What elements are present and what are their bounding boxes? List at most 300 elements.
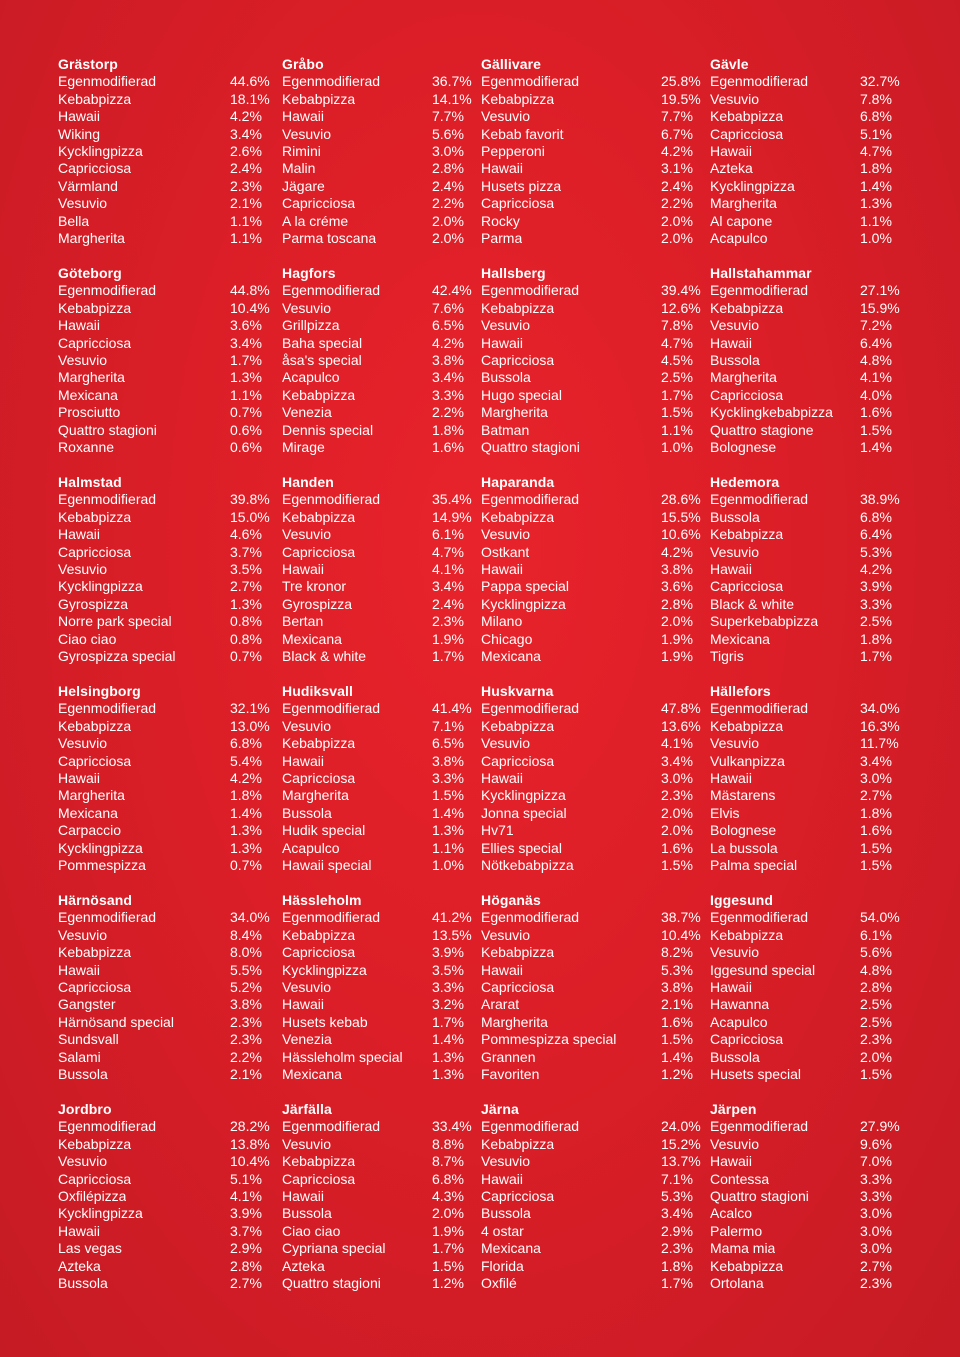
pizza-name: Palermo xyxy=(710,1222,763,1239)
pizza-share: 1.9% xyxy=(661,648,693,665)
pizza-row xyxy=(710,909,940,926)
pizza-name: Baha special xyxy=(282,334,363,351)
pizza-name: Kebabpizza xyxy=(710,926,784,943)
pizza-name: Mexicana xyxy=(58,386,118,403)
city-block xyxy=(481,683,711,874)
pizza-row xyxy=(282,526,512,543)
pizza-share: 2.3% xyxy=(860,1031,892,1048)
pizza-row xyxy=(282,787,512,804)
pizza-row xyxy=(282,648,512,665)
pizza-row xyxy=(58,1014,288,1031)
pizza-name: Venezia xyxy=(282,1031,332,1048)
pizza-row xyxy=(710,1136,940,1153)
pizza-share: 41.2% xyxy=(432,909,472,926)
pizza-share: 0.8% xyxy=(230,613,262,630)
city-title: Höganäs xyxy=(481,892,541,908)
pizza-name: Vesuvio xyxy=(58,1153,108,1170)
pizza-row xyxy=(481,840,711,857)
pizza-share: 1.1% xyxy=(432,839,464,856)
city-title: Jordbro xyxy=(58,1101,112,1117)
pizza-row xyxy=(481,404,711,421)
pizza-share: 4.0% xyxy=(860,386,892,403)
pizza-row xyxy=(481,927,711,944)
pizza-name: Bolognese xyxy=(710,439,777,456)
city-title: Grästorp xyxy=(58,56,118,72)
pizza-share: 1.5% xyxy=(860,857,892,874)
pizza-row xyxy=(58,927,288,944)
pizza-share: 44.8% xyxy=(230,282,270,299)
pizza-row xyxy=(481,195,711,212)
pizza-name: Hawaii xyxy=(710,979,753,996)
pizza-name: Vesuvio xyxy=(481,1153,531,1170)
pizza-share: 13.0% xyxy=(230,717,270,734)
pizza-row xyxy=(58,1031,288,1048)
pizza-row xyxy=(58,1275,288,1292)
pizza-name: Capricciosa xyxy=(481,1188,555,1205)
pizza-row xyxy=(710,770,940,787)
pizza-row xyxy=(58,317,288,334)
pizza-row xyxy=(282,909,512,926)
pizza-name: Kebabpizza xyxy=(282,90,356,107)
pizza-share: 1.0% xyxy=(661,439,693,456)
pizza-row xyxy=(58,335,288,352)
city-block xyxy=(282,474,512,665)
pizza-share: 3.4% xyxy=(661,1205,693,1222)
pizza-share: 1.8% xyxy=(230,787,262,804)
pizza-share: 6.8% xyxy=(860,108,892,125)
pizza-name: Margherita xyxy=(481,1013,548,1030)
pizza-row xyxy=(282,613,512,630)
pizza-name: Palma special xyxy=(710,857,798,874)
pizza-row xyxy=(710,1153,940,1170)
pizza-row xyxy=(282,317,512,334)
pizza-share: 1.7% xyxy=(860,648,892,665)
pizza-row xyxy=(481,1049,711,1066)
pizza-row xyxy=(58,787,288,804)
pizza-name: Hawaii xyxy=(282,1188,325,1205)
pizza-share: 1.6% xyxy=(661,839,693,856)
pizza-name: Hawaii xyxy=(481,334,524,351)
pizza-row xyxy=(58,596,288,613)
pizza-row xyxy=(481,300,711,317)
city-block xyxy=(481,892,711,1083)
pizza-share: 2.2% xyxy=(230,1048,262,1065)
pizza-share: 3.8% xyxy=(230,996,262,1013)
pizza-share: 2.3% xyxy=(230,1013,262,1030)
pizza-name: Vesuvio xyxy=(710,1135,760,1152)
pizza-name: Acapulco xyxy=(710,230,768,247)
pizza-name: Capricciosa xyxy=(58,979,132,996)
pizza-name: Vesuvio xyxy=(282,1135,332,1152)
pizza-row xyxy=(58,387,288,404)
pizza-name: Capricciosa xyxy=(710,125,784,142)
pizza-name: Tigris xyxy=(710,648,744,665)
pizza-name: åsa's special xyxy=(282,352,362,369)
pizza-share: 6.4% xyxy=(860,526,892,543)
pizza-share: 2.0% xyxy=(661,822,693,839)
pizza-share: 2.8% xyxy=(661,595,693,612)
pizza-share: 1.9% xyxy=(432,630,464,647)
pizza-name: Hawaii xyxy=(710,143,753,160)
pizza-row xyxy=(282,1171,512,1188)
pizza-share: 3.0% xyxy=(432,143,464,160)
pizza-share: 1.3% xyxy=(230,595,262,612)
pizza-share: 3.8% xyxy=(661,979,693,996)
city-block xyxy=(710,474,940,665)
pizza-name: Bussola xyxy=(58,1275,108,1292)
pizza-name: Hawaii xyxy=(481,1170,524,1187)
pizza-row xyxy=(282,1153,512,1170)
pizza-share: 1.1% xyxy=(860,212,892,229)
pizza-row xyxy=(282,753,512,770)
pizza-share: 10.4% xyxy=(661,926,701,943)
pizza-name: Vesuvio xyxy=(481,108,531,125)
city-block xyxy=(58,474,288,665)
pizza-name: Wiking xyxy=(58,125,101,142)
pizza-share: 0.7% xyxy=(230,648,262,665)
pizza-row xyxy=(282,300,512,317)
pizza-name: Kycklingpizza xyxy=(710,177,795,194)
pizza-share: 6.8% xyxy=(860,508,892,525)
pizza-share: 3.4% xyxy=(432,578,464,595)
pizza-name: Hawaii xyxy=(481,770,524,787)
pizza-row xyxy=(710,1118,940,1135)
pizza-row xyxy=(710,596,940,613)
pizza-row xyxy=(282,1258,512,1275)
pizza-share: 32.7% xyxy=(860,73,900,90)
pizza-share: 3.6% xyxy=(230,317,262,334)
pizza-name: Egenmodifierad xyxy=(710,909,809,926)
pizza-row xyxy=(58,1136,288,1153)
pizza-row xyxy=(481,770,711,787)
pizza-share: 4.1% xyxy=(860,369,892,386)
pizza-name: Kycklingpizza xyxy=(282,961,367,978)
pizza-name: Las vegas xyxy=(58,1240,122,1257)
pizza-row xyxy=(58,962,288,979)
pizza-name: Härnösand special xyxy=(58,1013,174,1030)
pizza-share: 2.8% xyxy=(860,979,892,996)
pizza-name: Chicago xyxy=(481,630,533,647)
pizza-name: Hawaii xyxy=(58,1222,101,1239)
pizza-row xyxy=(58,648,288,665)
pizza-row xyxy=(282,718,512,735)
pizza-row xyxy=(710,282,940,299)
pizza-share: 3.7% xyxy=(230,1222,262,1239)
city-block xyxy=(58,1101,288,1292)
pizza-name: Mirage xyxy=(282,439,325,456)
pizza-name: 4 ostar xyxy=(481,1222,524,1239)
pizza-share: 2.0% xyxy=(661,230,693,247)
pizza-row xyxy=(282,1136,512,1153)
pizza-share: 7.2% xyxy=(860,317,892,334)
pizza-share: 7.7% xyxy=(661,108,693,125)
pizza-row xyxy=(58,840,288,857)
pizza-name: Florida xyxy=(481,1257,524,1274)
pizza-row xyxy=(710,753,940,770)
pizza-row xyxy=(481,1153,711,1170)
pizza-name: Vesuvio xyxy=(282,125,332,142)
pizza-share: 2.7% xyxy=(230,578,262,595)
pizza-share: 6.8% xyxy=(230,735,262,752)
pizza-name: Bussola xyxy=(710,508,760,525)
pizza-share: 19.5% xyxy=(661,90,701,107)
pizza-name: Capricciosa xyxy=(481,195,555,212)
pizza-row xyxy=(58,404,288,421)
pizza-name: Salami xyxy=(58,1048,101,1065)
pizza-share: 7.7% xyxy=(432,108,464,125)
pizza-share: 1.3% xyxy=(432,822,464,839)
pizza-share: 2.7% xyxy=(230,1275,262,1292)
pizza-share: 8.8% xyxy=(432,1135,464,1152)
pizza-row xyxy=(710,369,940,386)
pizza-row xyxy=(481,561,711,578)
pizza-share: 4.7% xyxy=(432,543,464,560)
pizza-name: Prosciutto xyxy=(58,404,121,421)
pizza-row xyxy=(710,996,940,1013)
pizza-row xyxy=(282,160,512,177)
pizza-share: 8.7% xyxy=(432,1153,464,1170)
pizza-share: 1.5% xyxy=(860,839,892,856)
pizza-share: 27.1% xyxy=(860,282,900,299)
pizza-share: 4.8% xyxy=(860,961,892,978)
city-block xyxy=(282,265,512,456)
pizza-row xyxy=(710,927,940,944)
pizza-share: 1.1% xyxy=(230,230,262,247)
pizza-name: Egenmodifierad xyxy=(282,909,381,926)
pizza-share: 6.1% xyxy=(860,926,892,943)
pizza-name: Mexicana xyxy=(481,648,541,665)
pizza-name: Jonna special xyxy=(481,804,567,821)
pizza-row xyxy=(481,1240,711,1257)
pizza-name: Bolognese xyxy=(710,822,777,839)
pizza-row xyxy=(710,213,940,230)
pizza-name: Hawaii xyxy=(710,1153,753,1170)
pizza-name: Quattro stagioni xyxy=(58,421,157,438)
pizza-share: 3.3% xyxy=(860,595,892,612)
pizza-share: 3.5% xyxy=(432,961,464,978)
pizza-row xyxy=(58,1205,288,1222)
city-title: Gråbo xyxy=(282,56,324,72)
city-title: Halmstad xyxy=(58,474,122,490)
pizza-name: Egenmodifierad xyxy=(58,1118,157,1135)
pizza-share: 2.8% xyxy=(432,160,464,177)
pizza-name: Hudik special xyxy=(282,822,366,839)
city-block xyxy=(710,1101,940,1292)
pizza-name: Egenmodifierad xyxy=(710,73,809,90)
pizza-row xyxy=(710,1014,940,1031)
pizza-row xyxy=(710,1223,940,1240)
pizza-share: 10.6% xyxy=(661,526,701,543)
pizza-name: Tre kronor xyxy=(282,578,347,595)
pizza-row xyxy=(481,544,711,561)
pizza-row xyxy=(710,1258,940,1275)
pizza-row xyxy=(710,387,940,404)
pizza-share: 1.1% xyxy=(230,386,262,403)
pizza-share: 3.6% xyxy=(661,578,693,595)
pizza-share: 2.9% xyxy=(661,1222,693,1239)
pizza-row xyxy=(710,787,940,804)
city-title: Hagfors xyxy=(282,265,336,281)
city-title: Hällefors xyxy=(710,683,771,699)
pizza-row xyxy=(481,1136,711,1153)
pizza-name: Roxanne xyxy=(58,439,115,456)
pizza-share: 32.1% xyxy=(230,700,270,717)
pizza-name: Margherita xyxy=(282,787,349,804)
pizza-row xyxy=(58,996,288,1013)
pizza-name: Vesuvio xyxy=(710,90,760,107)
pizza-name: Grillpizza xyxy=(282,317,340,334)
pizza-row xyxy=(481,805,711,822)
pizza-row xyxy=(481,909,711,926)
pizza-row xyxy=(282,1188,512,1205)
pizza-share: 3.5% xyxy=(230,561,262,578)
pizza-row xyxy=(282,404,512,421)
pizza-row xyxy=(282,578,512,595)
pizza-name: Venezia xyxy=(282,404,332,421)
pizza-row xyxy=(710,962,940,979)
pizza-name: Black & white xyxy=(282,648,367,665)
pizza-share: 4.2% xyxy=(432,334,464,351)
pizza-row xyxy=(710,735,940,752)
pizza-share: 4.2% xyxy=(230,770,262,787)
pizza-name: Mama mia xyxy=(710,1240,776,1257)
pizza-name: Egenmodifierad xyxy=(282,491,381,508)
pizza-name: Capricciosa xyxy=(58,160,132,177)
city-block xyxy=(481,265,711,456)
pizza-share: 1.8% xyxy=(661,1257,693,1274)
pizza-row xyxy=(58,213,288,230)
pizza-name: Vesuvio xyxy=(58,561,108,578)
pizza-share: 2.0% xyxy=(661,212,693,229)
pizza-row xyxy=(282,944,512,961)
pizza-row xyxy=(710,108,940,125)
city-title: Hallsberg xyxy=(481,265,546,281)
pizza-name: Contessa xyxy=(710,1170,770,1187)
pizza-name: Egenmodifierad xyxy=(481,282,580,299)
pizza-row xyxy=(481,1118,711,1135)
pizza-share: 1.5% xyxy=(432,1257,464,1274)
pizza-row xyxy=(282,770,512,787)
pizza-name: Kebabpizza xyxy=(282,386,356,403)
pizza-share: 6.4% xyxy=(860,334,892,351)
pizza-share: 1.3% xyxy=(860,195,892,212)
pizza-row xyxy=(58,91,288,108)
pizza-name: Gyrospizza xyxy=(282,595,353,612)
pizza-share: 36.7% xyxy=(432,73,472,90)
pizza-name: Vesuvio xyxy=(710,735,760,752)
pizza-share: 1.3% xyxy=(432,1048,464,1065)
pizza-share: 1.4% xyxy=(432,1031,464,1048)
pizza-share: 1.4% xyxy=(661,1048,693,1065)
pizza-name: Egenmodifierad xyxy=(710,1118,809,1135)
pizza-row xyxy=(481,178,711,195)
pizza-name: Egenmodifierad xyxy=(58,491,157,508)
pizza-share: 1.5% xyxy=(860,421,892,438)
pizza-name: Bella xyxy=(58,212,90,229)
pizza-share: 3.9% xyxy=(860,578,892,595)
pizza-share: 0.8% xyxy=(230,630,262,647)
pizza-row xyxy=(282,927,512,944)
pizza-name: Pommespizza xyxy=(58,857,146,874)
pizza-row xyxy=(710,1275,940,1292)
pizza-name: Vesuvio xyxy=(58,926,108,943)
pizza-row xyxy=(282,509,512,526)
pizza-row xyxy=(481,753,711,770)
pizza-name: Hawaii xyxy=(481,561,524,578)
pizza-share: 4.6% xyxy=(230,526,262,543)
pizza-share: 1.6% xyxy=(432,439,464,456)
pizza-share: 2.7% xyxy=(860,787,892,804)
pizza-name: Gangster xyxy=(58,996,116,1013)
pizza-share: 28.2% xyxy=(230,1118,270,1135)
pizza-name: Capricciosa xyxy=(282,944,356,961)
pizza-share: 24.0% xyxy=(661,1118,701,1135)
pizza-row xyxy=(282,840,512,857)
pizza-name: Husets pizza xyxy=(481,177,562,194)
pizza-row xyxy=(58,718,288,735)
pizza-row xyxy=(481,108,711,125)
pizza-name: Kebabpizza xyxy=(481,508,555,525)
pizza-name: Vesuvio xyxy=(710,944,760,961)
pizza-row xyxy=(58,369,288,386)
pizza-name: Capricciosa xyxy=(481,352,555,369)
pizza-share: 2.3% xyxy=(230,177,262,194)
pizza-row xyxy=(710,491,940,508)
pizza-row xyxy=(282,544,512,561)
pizza-row xyxy=(282,1066,512,1083)
pizza-row xyxy=(481,422,711,439)
pizza-name: Egenmodifierad xyxy=(481,73,580,90)
pizza-name: Batman xyxy=(481,421,530,438)
pizza-row xyxy=(481,735,711,752)
pizza-row xyxy=(481,213,711,230)
pizza-name: Vulkanpizza xyxy=(710,752,785,769)
pizza-name: Capricciosa xyxy=(282,1170,356,1187)
pizza-name: Norre park special xyxy=(58,613,172,630)
city-title: Iggesund xyxy=(710,892,774,908)
pizza-name: Egenmodifierad xyxy=(710,282,809,299)
pizza-name: Rocky xyxy=(481,212,520,229)
pizza-share: 1.2% xyxy=(432,1275,464,1292)
pizza-name: Hawaii xyxy=(710,561,753,578)
pizza-name: Kebabpizza xyxy=(282,1153,356,1170)
pizza-name: Oxfilépizza xyxy=(58,1188,127,1205)
pizza-row xyxy=(710,335,940,352)
pizza-name: Egenmodifierad xyxy=(481,1118,580,1135)
pizza-share: 4.2% xyxy=(661,143,693,160)
pizza-share: 9.6% xyxy=(860,1135,892,1152)
pizza-share: 15.2% xyxy=(661,1135,701,1152)
pizza-row xyxy=(58,1171,288,1188)
pizza-share: 3.3% xyxy=(432,386,464,403)
pizza-share: 3.8% xyxy=(432,752,464,769)
pizza-share: 2.0% xyxy=(661,804,693,821)
pizza-share: 14.1% xyxy=(432,90,472,107)
pizza-share: 2.3% xyxy=(860,1275,892,1292)
pizza-share: 15.0% xyxy=(230,508,270,525)
pizza-share: 2.3% xyxy=(432,613,464,630)
pizza-row xyxy=(282,962,512,979)
pizza-name: Nötkebabpizza xyxy=(481,857,574,874)
pizza-name: Favoriten xyxy=(481,1066,540,1083)
pizza-row xyxy=(58,1223,288,1240)
pizza-name: Ostkant xyxy=(481,543,530,560)
pizza-row xyxy=(481,979,711,996)
pizza-name: Ciao ciao xyxy=(58,630,117,647)
pizza-share: 1.1% xyxy=(230,212,262,229)
pizza-share: 2.2% xyxy=(432,404,464,421)
city-title: Hallstahammar xyxy=(710,265,812,281)
